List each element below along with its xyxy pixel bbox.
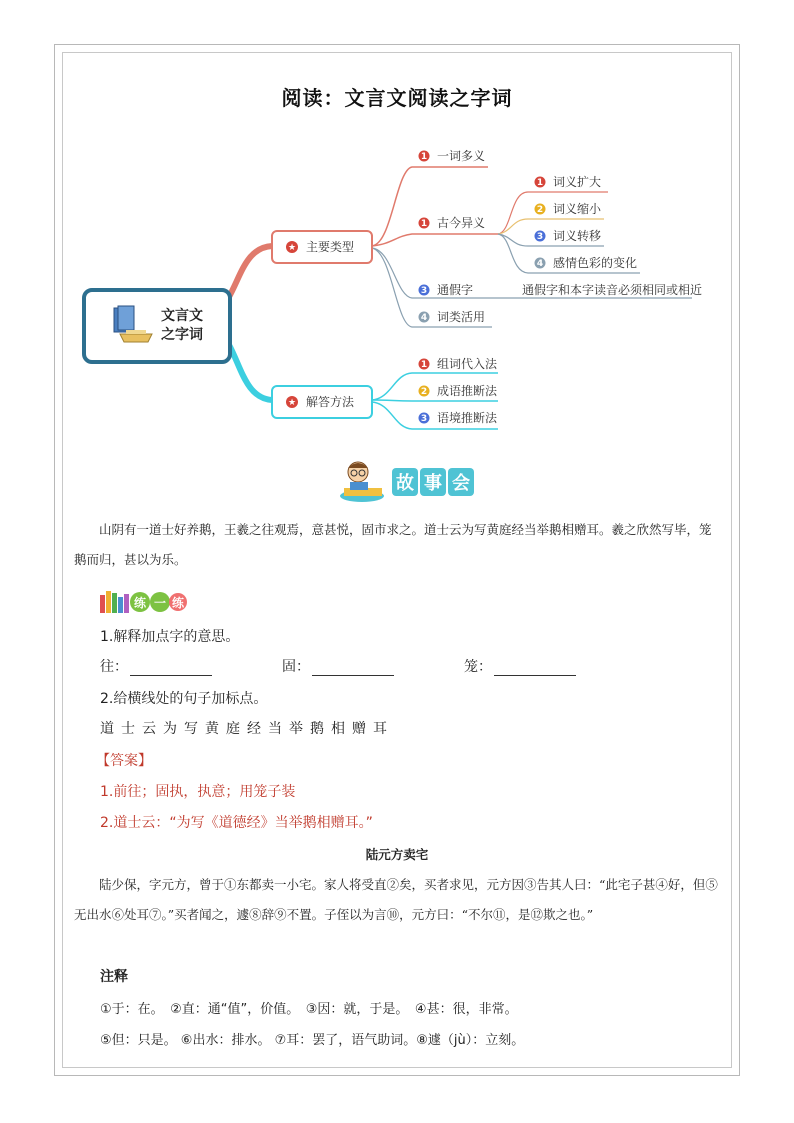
notes-line-1: ①于：在。 ②直：通“值”，价值。 ③因：就，于是。 ④甚：很，非常。: [100, 1002, 518, 1017]
boy-reading-icon: [340, 462, 384, 502]
notes-line-2: ⑤但：只是。 ⑥出水：排水。 ⑦耳：罢了，语气助词。⑧遽（jù）：立刻。: [100, 1033, 525, 1048]
question-2-text: 道士云为写黄庭经当举鹅相赠耳: [100, 721, 394, 737]
pencils-icon: [100, 591, 129, 613]
passage-text: 陆少保，字元方，曾于①东都卖一小宅。家人将受直②矣，买者求见，元方因③告其人曰：“此宅子甚④好，但⑤无出水⑥处耳⑦。”买者闻之，遽⑧辞⑨不置。子侄以为言⑩，元方曰：“不尔⑪，是⑫欺之也。”: [74, 877, 718, 922]
svg-text:成语推断法: 成语推断法: [437, 384, 498, 398]
svg-text:1: 1: [420, 360, 428, 370]
svg-text:★: ★: [287, 243, 297, 253]
answer-1: 1.前往；固执，执意；用笼子装: [100, 784, 296, 800]
svg-text:词义缩小: 词义缩小: [553, 202, 602, 216]
question-2: 2.给横线处的句子加标点。: [100, 691, 268, 707]
svg-text:★: ★: [287, 398, 297, 408]
question-1: 1.解释加点字的意思。: [100, 629, 240, 645]
answer-2: 2.道士云：“为写《道德经》当举鹅相赠耳。”: [100, 815, 373, 831]
svg-text:2: 2: [536, 205, 544, 215]
svg-text:组词代入法: 组词代入法: [437, 357, 498, 371]
branch1-label: 主要类型: [306, 240, 355, 254]
svg-text:练: 练: [171, 596, 185, 610]
item-yicis: 一词多义: [437, 149, 486, 163]
svg-text:3: 3: [420, 286, 428, 296]
practice-badge: [98, 589, 188, 615]
svg-text:1: 1: [420, 219, 428, 229]
svg-text:1: 1: [420, 152, 428, 162]
svg-text:4: 4: [536, 259, 544, 269]
svg-text:感情色彩的变化: 感情色彩的变化: [553, 256, 638, 270]
branch2-label: 解答方法: [306, 395, 355, 409]
blank-gu-input[interactable]: [312, 661, 394, 676]
blank-long-input[interactable]: [494, 661, 576, 676]
svg-text:词义扩大: 词义扩大: [553, 175, 602, 189]
blank-long: 笼：: [464, 656, 576, 676]
svg-text:3: 3: [536, 232, 544, 242]
svg-text:2: 2: [420, 387, 428, 397]
svg-text:故: 故: [396, 473, 414, 494]
blank-wang: 往：: [100, 656, 212, 676]
item-huoyong: 词类活用: [437, 310, 486, 324]
tongjia-note: 通假字和本字读音必须相同或相近: [522, 283, 703, 297]
notes-label: 注释: [100, 969, 128, 985]
story-badge: [336, 458, 482, 504]
story-text: 山阴有一道士好养鹅，王羲之往观焉，意甚悦，固市求之。道士云为写黄庭经当举鹅相赠耳。羲之欣然写毕，笼鹅而归，甚以为乐。: [74, 522, 712, 567]
root-label-2: 之字词: [161, 327, 203, 343]
answer-label: 【答案】: [96, 753, 152, 769]
blank-gu: 固：: [282, 656, 394, 676]
passage-title: 陆元方卖宅: [365, 847, 429, 862]
mind-map: [0, 0, 794, 460]
page-title: 阅读：文言文阅读之字词: [281, 86, 513, 110]
blank-wang-input[interactable]: [130, 661, 212, 676]
svg-text:词义转移: 词义转移: [553, 229, 602, 243]
svg-text:练: 练: [133, 596, 147, 610]
svg-text:语境推断法: 语境推断法: [437, 411, 498, 425]
root-label-1: 文言文: [161, 308, 203, 324]
item-tongjia: 通假字: [437, 283, 474, 297]
svg-text:会: 会: [452, 473, 470, 494]
svg-text:3: 3: [420, 414, 428, 424]
svg-text:4: 4: [420, 313, 428, 323]
svg-text:1: 1: [536, 178, 544, 188]
root-node: [84, 290, 230, 362]
svg-text:一: 一: [153, 596, 167, 610]
item-gujin: 古今异义: [437, 216, 486, 230]
svg-text:事: 事: [424, 473, 442, 494]
